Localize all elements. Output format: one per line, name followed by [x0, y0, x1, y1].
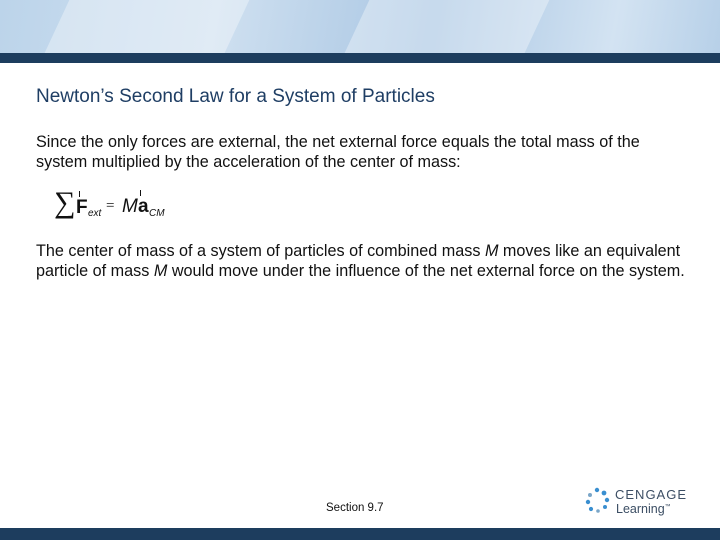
equation-acceleration-subscript: CM [149, 208, 165, 219]
mass-variable: M [484, 242, 499, 260]
top-banner [0, 0, 720, 53]
paragraph-center-of-mass [36, 241, 686, 281]
cengage-logo [585, 485, 695, 520]
bottom-bar [0, 528, 720, 540]
equation-equals: = [106, 198, 115, 214]
logo-trademark: ™ [664, 503, 671, 510]
paragraph-text: would move under the influence of the net external force on the system. [167, 262, 685, 280]
equation-sum-symbol: ∑ [54, 186, 76, 219]
paragraph-intro: Since the only forces are external, the net external force equals the total mass of the system multiplied by the acceleration of the center of mass: [36, 133, 640, 171]
logo-subword [616, 502, 671, 516]
mass-variable: M [153, 262, 168, 280]
paragraph-text: The center of mass of a system of particles of combined mass [36, 242, 485, 260]
cengage-dots-icon [585, 487, 613, 517]
top-bar [0, 53, 720, 63]
logo-wordmark: CENGAGE [615, 487, 688, 502]
equation-force: F [76, 197, 88, 218]
banner-glow [41, 0, 258, 53]
slide-title: Newton’s Second Law for a System of Particles [36, 86, 435, 107]
equation-acceleration: a [138, 196, 149, 217]
paragraph-text: moves like an equivalent particle of mass [36, 242, 681, 280]
equation [54, 186, 204, 226]
logo-subword-text: Learning [616, 502, 665, 516]
equation-mass: M [122, 196, 138, 217]
section-label: Section 9.7 [326, 502, 384, 514]
banner-glow [341, 0, 558, 53]
equation-force-subscript: ext [88, 208, 102, 219]
